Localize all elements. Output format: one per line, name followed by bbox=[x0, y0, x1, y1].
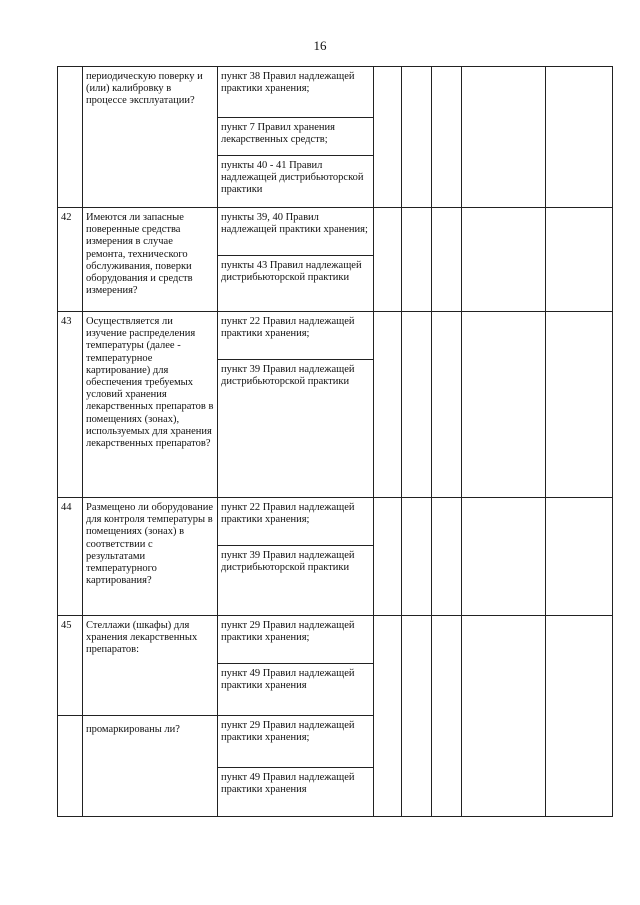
comment-cell[interactable] bbox=[462, 208, 546, 312]
note-cell[interactable] bbox=[546, 208, 613, 312]
reference-cell: пункт 22 Правил надлежащей практики хранения; bbox=[218, 312, 374, 360]
reference-cell: пункт 7 Правил хранения лекарственных средств; bbox=[218, 118, 374, 156]
mark-cell-no[interactable] bbox=[402, 498, 432, 616]
question-cell: периодическую поверку и (или) калибровку в процессе эксплуатации? bbox=[83, 67, 218, 208]
note-cell[interactable] bbox=[546, 312, 613, 498]
mark-cell-yes[interactable] bbox=[374, 208, 402, 312]
table-row bbox=[58, 616, 613, 664]
table-row bbox=[58, 67, 613, 118]
row-number: 45 bbox=[58, 616, 83, 716]
comment-cell[interactable] bbox=[462, 312, 546, 498]
comment-cell[interactable] bbox=[462, 616, 546, 817]
row-number: 42 bbox=[58, 208, 83, 312]
mark-cell-na[interactable] bbox=[432, 616, 462, 817]
mark-cell-yes[interactable] bbox=[374, 67, 402, 208]
question-cell: Стеллажи (шкафы) для хранения лекарственных препаратов: bbox=[83, 616, 218, 716]
page-number: 16 bbox=[313, 38, 327, 53]
row-number: 44 bbox=[58, 498, 83, 616]
note-cell[interactable] bbox=[546, 67, 613, 208]
mark-cell-na[interactable] bbox=[432, 67, 462, 208]
reference-cell: пункт 49 Правил надлежащей практики хранения bbox=[218, 768, 374, 817]
reference-cell: пункты 43 Правил надлежащей дистрибьюторской практики bbox=[218, 256, 374, 312]
row-number bbox=[58, 67, 83, 208]
comment-cell[interactable] bbox=[462, 67, 546, 208]
checklist-table bbox=[57, 66, 613, 817]
reference-cell: пункты 40 - 41 Правил надлежащей дистрибьюторской практики bbox=[218, 156, 374, 208]
comment-cell[interactable] bbox=[462, 498, 546, 616]
mark-cell-no[interactable] bbox=[402, 208, 432, 312]
note-cell[interactable] bbox=[546, 616, 613, 817]
question-cell: Имеются ли запасные поверенные средства измерения в случае ремонта, технического обслуживания, поверки оборудования и средств измерения? bbox=[83, 208, 218, 312]
reference-cell: пункт 29 Правил надлежащей практики хранения; bbox=[218, 616, 374, 664]
reference-cell: пункт 22 Правил надлежащей практики хранения; bbox=[218, 498, 374, 546]
mark-cell-no[interactable] bbox=[402, 312, 432, 498]
question-cell: Размещено ли оборудование для контроля температуры в помещениях (зонах) в соответствии с результатами температурного картирования? bbox=[83, 498, 218, 616]
reference-cell: пункт 38 Правил надлежащей практики хранения; bbox=[218, 67, 374, 118]
row-number bbox=[58, 716, 83, 817]
mark-cell-no[interactable] bbox=[402, 67, 432, 208]
mark-cell-na[interactable] bbox=[432, 208, 462, 312]
question-cell: промаркированы ли? bbox=[83, 716, 218, 817]
note-cell[interactable] bbox=[546, 498, 613, 616]
mark-cell-yes[interactable] bbox=[374, 312, 402, 498]
mark-cell-yes[interactable] bbox=[374, 616, 402, 817]
row-number: 43 bbox=[58, 312, 83, 498]
reference-cell: пункт 29 Правил надлежащей практики хранения; bbox=[218, 716, 374, 768]
mark-cell-na[interactable] bbox=[432, 498, 462, 616]
table-row bbox=[58, 208, 613, 256]
mark-cell-yes[interactable] bbox=[374, 498, 402, 616]
reference-cell: пункт 39 Правил надлежащей дистрибьюторской практики bbox=[218, 546, 374, 616]
reference-cell: пункт 49 Правил надлежащей практики хранения bbox=[218, 664, 374, 716]
table-row bbox=[58, 498, 613, 546]
table-row bbox=[58, 312, 613, 360]
reference-cell: пункт 39 Правил надлежащей дистрибьюторской практики bbox=[218, 360, 374, 498]
mark-cell-no[interactable] bbox=[402, 616, 432, 817]
question-cell: Осуществляется ли изучение распределения температуры (далее - температурное картирование) для обеспечения требуемых условий хранения лекарственных препаратов в помещениях (зонах), используемых для хранения лекарственных препаратов? bbox=[83, 312, 218, 498]
mark-cell-na[interactable] bbox=[432, 312, 462, 498]
reference-cell: пункты 39, 40 Правил надлежащей практики хранения; bbox=[218, 208, 374, 256]
